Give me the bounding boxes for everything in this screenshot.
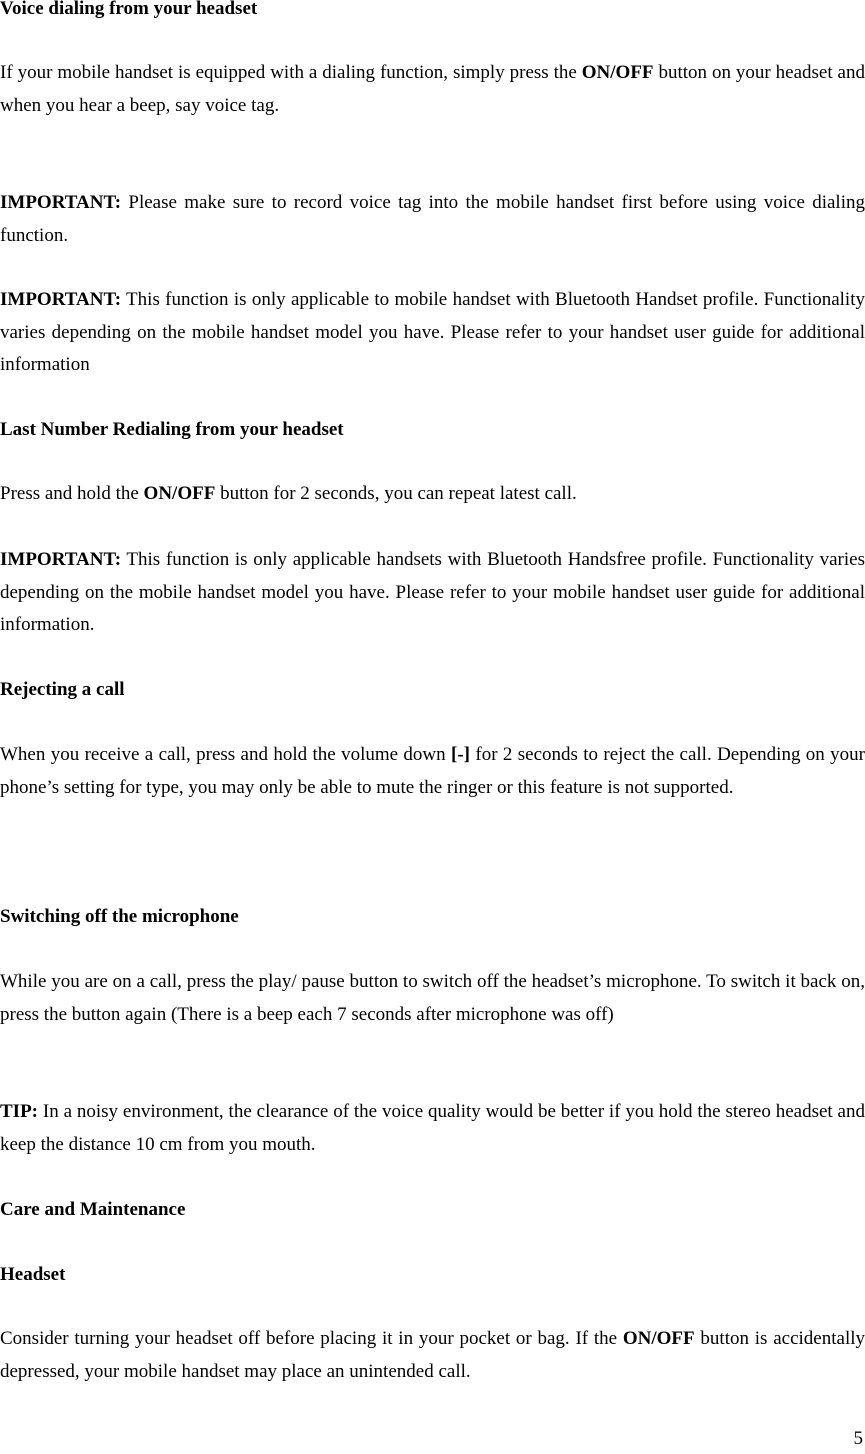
redial-heading: Last Number Redialing from your headset [0,419,344,440]
tip-label: TIP: [0,1101,38,1122]
voice-dialing-text-start: If your mobile handset is equipped with a dialing function, simply press the [0,62,582,83]
important-label: IMPORTANT: [0,192,122,213]
tip-note [0,1096,865,1161]
reject-call-paragraph [0,739,865,804]
reject-call-heading: Rejecting a call [0,679,125,700]
important-label: IMPORTANT: [0,289,122,310]
headset-text-end: button is accidentally depressed, your mobile handset may place an unintended call. [0,1328,865,1382]
voice-dialing-heading: Voice dialing from your headset [0,0,258,19]
important-note-handset-profile [0,284,865,382]
microphone-paragraph: While you are on a call, press the play/ pause button to switch off the headset’s microphone. To switch it back on, press the button again (There is a beep each 7 seconds after microphone was off) [0,971,865,1025]
page-number: 5 [853,1428,863,1449]
important-note-voice-tag [0,187,865,252]
headset-text-start: Consider turning your headset off before placing it in your pocket or bag. If the [0,1328,623,1349]
tip-text: In a noisy environment, the clearance of the voice quality would be better if you hold the stereo headset and keep the distance 10 cm from you mouth. [0,1101,865,1155]
important-note-text: This function is only applicable handsets with Bluetooth Handsfree profile. Functionality varies depending on the mobile handset model you have. Please refer to your mobile handset user guide for additional information. [0,549,865,635]
redial-text-end: button for 2 seconds, you can repeat latest call. [215,483,577,504]
voice-dialing-text-end: button on your headset and when you hear a beep, say voice tag. [0,62,865,116]
headset-heading: Headset [0,1264,66,1285]
on-off-button-label: ON/OFF [143,483,216,504]
headset-paragraph [0,1323,865,1388]
care-maintenance-heading: Care and Maintenance [0,1199,186,1220]
important-label: IMPORTANT: [0,549,122,570]
microphone-heading: Switching off the microphone [0,906,239,927]
redial-text-start: Press and hold the [0,483,144,504]
redial-paragraph [0,478,865,511]
on-off-button-label: ON/OFF [622,1328,695,1349]
important-note-text: Please make sure to record voice tag into the mobile handset first before using voice dialing function. [0,192,865,246]
important-note-handsfree-profile [0,544,865,642]
volume-down-label: [-] [451,744,470,765]
important-note-text: This function is only applicable to mobile handset with Bluetooth Handset profile. Functionality varies depending on the mobile handset model you have. Please refer to your handset user guide for additional information [0,289,865,375]
voice-dialing-paragraph [0,57,865,122]
on-off-button-label: ON/OFF [581,62,654,83]
reject-call-text-end: for 2 seconds to reject the call. Depending on your phone’s setting for type, you may only be able to mute the ringer or this feature is not supported. [0,744,865,798]
reject-call-text-start: When you receive a call, press and hold the volume down [0,744,452,765]
